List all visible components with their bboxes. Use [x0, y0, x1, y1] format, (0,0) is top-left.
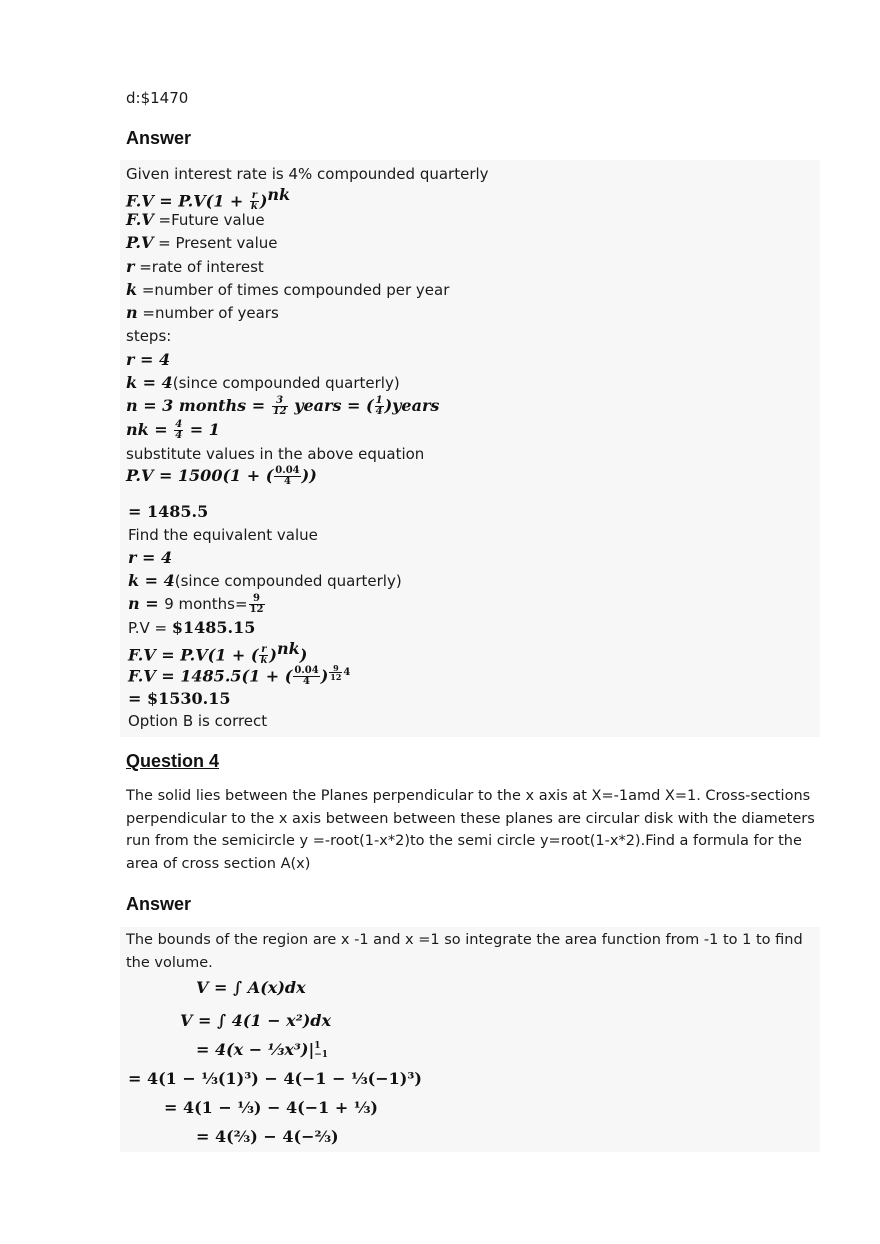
fv-equation-2: F.V = P.V(1 + ( $\frac{r}{k}$ )$^{nk}$)	[128, 639, 308, 667]
option-correct: Option B is correct	[128, 712, 268, 730]
fv-result: = $1530.15	[128, 689, 231, 708]
top-option: d:$1470	[126, 89, 189, 107]
step-r: r = 4	[126, 350, 171, 369]
eq-k: k = 4(since compounded quarterly)	[128, 571, 402, 590]
def-fv: F.V =Future value	[126, 210, 265, 229]
eq-pv: P.V = $1485.15	[128, 618, 256, 637]
step-n: n = 3 months = $\frac{3}{12}$ years = ( $\frac{1}{4}$ )years	[126, 395, 440, 417]
integral-eq-6: = 4(⅔) − 4(−⅔)	[196, 1127, 339, 1146]
eq-r: r = 4	[128, 548, 173, 567]
integral-eq-4: = 4(1 − ⅓(1)³) − 4(−1 − ⅓(−1)³)	[128, 1069, 422, 1088]
fv-equation-3: F.V = 1485.5(1 + ( $\frac{0.04}{4}$ ) $^{\frac{9}{12} 4}$	[128, 662, 351, 688]
def-n: n =number of years	[126, 303, 279, 322]
pv-result: = 1485.5	[128, 502, 209, 521]
substitute-text: substitute values in the above equation	[126, 445, 425, 463]
step-k: k = 4(since compounded quarterly)	[126, 373, 400, 392]
integral-eq-2: V = ∫ 4(1 − x²)dx	[180, 1011, 332, 1030]
integral-eq-5: = 4(1 − ⅓) − 4(−1 + ⅓)	[164, 1098, 378, 1117]
answer2-text: The bounds of the region are x -1 and x =1 so integrate the area function from -1 to 1 to find the volume.	[126, 932, 803, 971]
eq-n: n = 9 months= $\frac{9}{12}$	[128, 593, 264, 615]
integral-eq-1: V = ∫ A(x)dx	[196, 978, 306, 997]
def-r: r =rate of interest	[126, 257, 264, 276]
question4-text: The solid lies between the Planes perpendicular to the x axis at X=-1amd X=1. Cross-sections perpendicular to the x axis between between these planes are circular disk with the diameters run from the semicircle y =-root(1-x*2)to the semi circle y=root(1-x*2).Find a formula for the area of cross section A(x)	[126, 788, 815, 872]
step-nk: nk = $\frac{4}{4}$ = 1	[126, 419, 220, 441]
equivalent-text: Find the equivalent value	[128, 526, 318, 544]
def-k: k =number of times compounded per year	[126, 280, 450, 299]
pv-equation: P.V = 1500(1 + ( $\frac{0.04}{4}$ ))	[126, 465, 317, 487]
answer1-heading: Answer	[126, 128, 192, 148]
answer1-intro: Given interest rate is 4% compounded quarterly	[126, 165, 489, 183]
def-pv: P.V = Present value	[126, 233, 278, 252]
integral-eq-3: = 4(x − ⅓x³)| 1 −1	[196, 1040, 329, 1060]
question4-heading: Question 4	[126, 751, 220, 771]
steps-label: steps:	[126, 327, 172, 345]
fv-formula: F.V = P.V(1 + $\frac{r}{k}$ )$^{nk}$	[126, 185, 291, 213]
answer2-heading: Answer	[126, 894, 192, 914]
